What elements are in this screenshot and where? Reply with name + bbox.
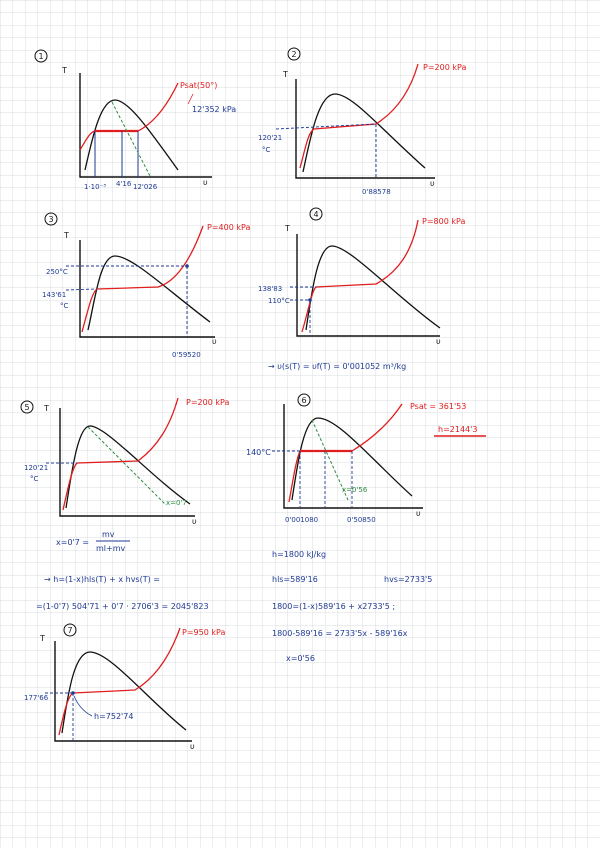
problem-number: 6 <box>301 396 307 405</box>
temp-unit: °C <box>60 302 69 310</box>
t-axis-label: T <box>40 634 45 643</box>
v-value-3: 12'026 <box>133 183 158 191</box>
problem-number: 5 <box>24 403 30 412</box>
v-value: 0'88578 <box>362 188 391 196</box>
pressure-label: P=200 kPa <box>423 63 467 72</box>
t-axis-label: T <box>44 404 49 413</box>
temp-sat: 138'83 <box>258 285 283 293</box>
temp-high: 250°C <box>46 268 68 276</box>
v-value-2: 4'16 <box>116 180 132 188</box>
v-axis-label: υ <box>190 742 195 751</box>
equation-2: 1800-589'16 = 2733'5x - 589'16x <box>272 629 408 638</box>
t-axis-label: T <box>283 70 288 79</box>
formula-denominator: ml+mv <box>96 544 126 553</box>
pressure-label: P=800 kPa <box>422 217 466 226</box>
temp-value: 120'21 <box>24 464 49 472</box>
v-axis-label: υ <box>203 178 208 187</box>
problem-number: 7 <box>67 626 73 635</box>
temp-value: 120'21 <box>258 134 283 142</box>
v-value-1: 0'001080 <box>285 516 319 524</box>
v-value: 0'59520 <box>172 351 201 359</box>
v-axis-label: υ <box>436 337 441 346</box>
psat-label: Psat = 361'53 <box>410 402 467 411</box>
enthalpy-line-2: =(1-0'7) 504'71 + 0'7 · 2706'3 = 2045'823 <box>36 602 209 611</box>
temp-value: 140°C <box>246 448 271 457</box>
formula-numerator: mv <box>102 530 115 539</box>
quality-label: x=0'56 <box>342 486 368 494</box>
given-h: h=2144'3 <box>438 425 478 434</box>
v-axis-label: υ <box>212 337 217 346</box>
problem-number: 1 <box>38 52 44 61</box>
t-axis-label: T <box>62 66 67 75</box>
state-point <box>308 298 312 302</box>
pressure-label: P=400 kPa <box>207 223 251 232</box>
h-given: h=1800 kJ/kg <box>272 550 327 559</box>
temp-low: 110°C <box>268 297 290 305</box>
t-axis-label: T <box>285 224 290 233</box>
state-point <box>185 264 189 268</box>
temp-sat: 143'61 <box>42 291 67 299</box>
v-axis-label: υ <box>192 517 197 526</box>
v-value-1: 1·10⁻³ <box>84 183 107 191</box>
pressure-label: P=200 kPa <box>186 398 230 407</box>
equation-1: 1800=(1-x)589'16 + x2733'5 ; <box>272 602 396 611</box>
state-point <box>71 691 75 695</box>
t-axis-label: T <box>64 231 69 240</box>
pressure-value: 12'352 kPa <box>192 105 237 114</box>
hvs-value: hvs=2733'5 <box>384 575 433 584</box>
temp-unit: °C <box>30 475 39 483</box>
answer: x=0'56 <box>286 654 315 663</box>
v-axis-label: υ <box>430 179 435 188</box>
formula-lhs: x=0'7 = <box>56 538 90 547</box>
quality-label: x=0'7 <box>166 499 187 507</box>
pressure-label: P=950 kPa <box>182 628 226 637</box>
specific-volume-result: → υ(s(T) = υf(T) = 0'001052 m³/kg <box>268 362 407 371</box>
v-axis-label: υ <box>416 509 421 518</box>
h-value: h=752'74 <box>94 712 134 721</box>
temp-value: 177'66 <box>24 694 49 702</box>
problem-number: 4 <box>313 210 319 219</box>
temp-unit: °C <box>262 146 271 154</box>
v-value-2: 0'50850 <box>347 516 376 524</box>
problem-number: 3 <box>48 215 54 224</box>
hls-value: hls=589'16 <box>272 575 318 584</box>
enthalpy-line-1: → h=(1-x)hls(T) + x hvs(T) = <box>44 575 160 584</box>
problem-number: 2 <box>291 50 297 59</box>
pressure-label: Psat(50°) <box>180 81 218 90</box>
